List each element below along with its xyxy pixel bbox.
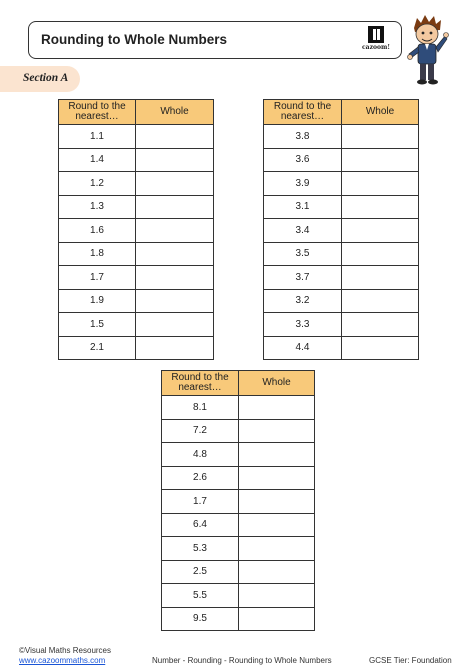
table-row	[162, 513, 315, 537]
answer-cell[interactable]	[342, 313, 419, 337]
answer-cell[interactable]	[136, 148, 214, 172]
number-cell: 3.6	[264, 148, 342, 172]
header-whole: Whole	[239, 371, 315, 396]
table-row	[264, 242, 419, 266]
table-row	[264, 148, 419, 172]
number-cell: 1.6	[59, 219, 136, 243]
table-row	[162, 584, 315, 608]
cazoom-logo	[361, 26, 391, 56]
number-cell: 8.1	[162, 396, 239, 420]
number-cell: 1.7	[59, 266, 136, 290]
number-cell: 1.3	[59, 195, 136, 219]
cazoom-logo-icon	[368, 26, 384, 43]
table-row	[162, 560, 315, 584]
answer-cell[interactable]	[136, 172, 214, 196]
number-cell: 5.5	[162, 584, 239, 608]
table-row	[162, 443, 315, 467]
table-row	[264, 266, 419, 290]
table-row	[59, 148, 214, 172]
table-row	[264, 125, 419, 149]
number-cell: 9.5	[162, 607, 239, 631]
table-row	[162, 537, 315, 561]
title-bar	[28, 21, 402, 59]
number-cell: 3.7	[264, 266, 342, 290]
table-row	[264, 195, 419, 219]
table-row	[59, 336, 214, 360]
number-cell: 3.2	[264, 289, 342, 313]
table-row	[264, 313, 419, 337]
table-row	[59, 266, 214, 290]
answer-cell[interactable]	[136, 336, 214, 360]
table-header-row	[264, 100, 419, 125]
table-row	[59, 195, 214, 219]
answer-cell[interactable]	[136, 313, 214, 337]
table-row	[264, 289, 419, 313]
table-row	[162, 419, 315, 443]
number-cell: 1.9	[59, 289, 136, 313]
header-whole: Whole	[342, 100, 419, 125]
cazoom-logo-text: cazoom!	[362, 44, 390, 51]
rounding-table-1	[58, 99, 214, 360]
number-cell: 2.6	[162, 466, 239, 490]
footer-credits	[19, 646, 111, 665]
table-row	[264, 172, 419, 196]
answer-cell[interactable]	[239, 419, 315, 443]
table-header-row	[59, 100, 214, 125]
table-row	[59, 125, 214, 149]
answer-cell[interactable]	[239, 396, 315, 420]
table-row	[59, 289, 214, 313]
rounding-table-3	[161, 370, 315, 631]
number-cell: 1.2	[59, 172, 136, 196]
table-row	[59, 242, 214, 266]
cartoon-boy-icon	[405, 14, 449, 86]
answer-cell[interactable]	[239, 490, 315, 514]
footer-topic: Number - Rounding - Rounding to Whole Numbers	[152, 656, 332, 665]
answer-cell[interactable]	[342, 125, 419, 149]
number-cell: 3.8	[264, 125, 342, 149]
answer-cell[interactable]	[342, 242, 419, 266]
table-row	[59, 219, 214, 243]
number-cell: 4.8	[162, 443, 239, 467]
number-cell: 5.3	[162, 537, 239, 561]
number-cell: 1.7	[162, 490, 239, 514]
section-label-text: Section A	[23, 72, 69, 84]
number-cell: 3.3	[264, 313, 342, 337]
table-row	[264, 336, 419, 360]
answer-cell[interactable]	[342, 336, 419, 360]
answer-cell[interactable]	[239, 537, 315, 561]
number-cell: 2.1	[59, 336, 136, 360]
number-cell: 7.2	[162, 419, 239, 443]
header-round-to: Round to the nearest…	[264, 100, 342, 125]
header-whole: Whole	[136, 100, 214, 125]
answer-cell[interactable]	[136, 219, 214, 243]
number-cell: 3.4	[264, 219, 342, 243]
table-row	[162, 490, 315, 514]
number-cell: 6.4	[162, 513, 239, 537]
footer-copyright: ©Visual Maths Resources	[19, 646, 112, 655]
number-cell: 1.4	[59, 148, 136, 172]
answer-cell[interactable]	[136, 289, 214, 313]
answer-cell[interactable]	[239, 607, 315, 631]
answer-cell[interactable]	[239, 443, 315, 467]
number-cell: 3.1	[264, 195, 342, 219]
rounding-table-2	[263, 99, 419, 360]
table-row	[264, 219, 419, 243]
answer-cell[interactable]	[342, 289, 419, 313]
answer-cell[interactable]	[342, 172, 419, 196]
header-round-to: Round to the nearest…	[162, 371, 239, 396]
footer-website-link[interactable]: www.cazoommaths.com	[19, 655, 106, 665]
answer-cell[interactable]	[239, 513, 315, 537]
number-cell: 2.5	[162, 560, 239, 584]
table-row	[59, 172, 214, 196]
table-row	[162, 396, 315, 420]
answer-cell[interactable]	[136, 266, 214, 290]
table-row	[162, 607, 315, 631]
answer-cell[interactable]	[342, 219, 419, 243]
answer-cell[interactable]	[342, 148, 419, 172]
answer-cell[interactable]	[342, 266, 419, 290]
answer-cell[interactable]	[136, 195, 214, 219]
worksheet-title: Rounding to Whole Numbers	[41, 32, 227, 47]
answer-cell[interactable]	[239, 560, 315, 584]
number-cell: 4.4	[264, 336, 342, 360]
answer-cell[interactable]	[342, 195, 419, 219]
header-round-to: Round to the nearest…	[59, 100, 136, 125]
answer-cell[interactable]	[136, 242, 214, 266]
number-cell: 3.5	[264, 242, 342, 266]
section-label	[0, 66, 80, 92]
number-cell: 1.8	[59, 242, 136, 266]
answer-cell[interactable]	[239, 584, 315, 608]
number-cell: 1.5	[59, 313, 136, 337]
number-cell: 3.9	[264, 172, 342, 196]
table-row	[162, 466, 315, 490]
number-cell: 1.1	[59, 125, 136, 149]
table-header-row	[162, 371, 315, 396]
answer-cell[interactable]	[239, 466, 315, 490]
footer-tier: GCSE Tier: Foundation	[369, 656, 452, 665]
table-row	[59, 313, 214, 337]
answer-cell[interactable]	[136, 125, 214, 149]
